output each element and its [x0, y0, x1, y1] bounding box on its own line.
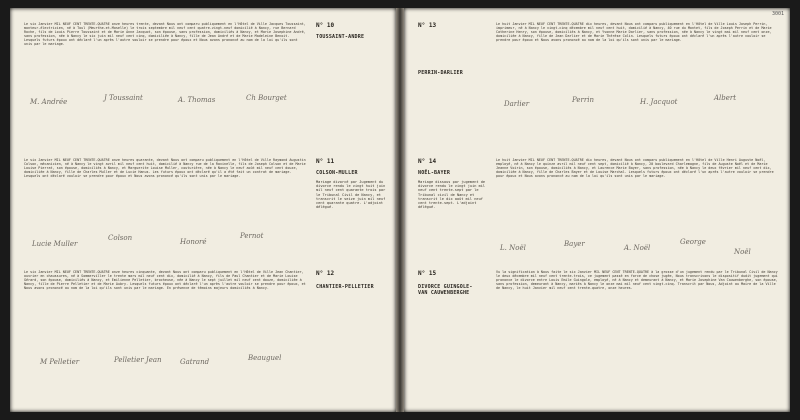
entry-name: CHANTIER-PELLETIER — [316, 284, 374, 290]
signature: Gatrand — [180, 358, 210, 366]
signature: L. Noël — [500, 244, 526, 252]
signature: Noël — [734, 248, 751, 256]
entry-text: Le six Janvier MIL NEUF CENT TRENTE-QUATRE onze heures cinquante, devant Nous ont comparu publiquement en l'Hôtel de Ville Jean Chantier, ouvrier en chaussures, né à Sommerviller le trente mars mil neuf cent dix, domicilié à Nancy, fils de Paul Chantier et de Marie Louise Gérard, son épouse, domiciliés à Nancy, et Emilienne Pelletier, brocheuse, née à Nancy le sept juillet mil neuf cent douze, domiciliée à Nancy, fille de Pierre Pelletier et de Marie Aubry. Lesquels futurs époux ont déclaré l'un après l'autre vouloir se prendre pour époux, et Nous avons prononcé au nom de la loi qu'ils sont unis par le mariage. En présence de témoins majeurs domiciliés à Nancy. — [24, 270, 308, 290]
entry-text: Le huit Janvier MIL NEUF CENT TRENTE-QUATRE dix heures, devant Nous ont comparu publiquement en l'Hôtel de Ville Henri Auguste Noël, employé, né à Nancy le quinze avril mil neuf cent sept, domicilié à Nancy, 20 boulevard Charlemagne, fils de Auguste Noël et de Marie Jeanne Voirin, son épouse, domiciliés à Nancy, et Laurence Marie Bayer, sans profession, née à Nancy le deux février mil neuf cent dix, domiciliée à Nancy, fille de Charles Bayer et de Louise Marchal. Lesquels futurs époux ont déclaré l'un après l'autre vouloir se prendre pour époux et Nous avons prononcé au nom de la loi qu'ils sont unis par le mariage. — [496, 158, 776, 178]
entry-number: N° 13 — [418, 22, 437, 29]
signature: Perrin — [572, 96, 594, 104]
signature: Pernot — [240, 232, 264, 240]
book-gutter — [396, 8, 404, 412]
signature: M. Andrée — [30, 98, 68, 106]
signature: George — [680, 238, 706, 246]
signature: A. Noël — [624, 244, 651, 252]
signature: M Pelletier — [40, 358, 80, 366]
margin-note: Mariage dissous par jugement de divorce rendu le vingt juin mil neuf cent trente-sept par le Tribunal civil de Nancy et transcrit le dix août mil neuf cent trente-sept. L'adjoint délégué. — [418, 180, 488, 210]
signature: Honoré — [180, 238, 207, 246]
entry-number: N° 15 — [418, 270, 437, 277]
right-page — [404, 8, 790, 412]
entry-text: Le six Janvier MIL NEUF CENT TRENTE-QUATRE onze heures trente, devant Nous ont comparu publiquement en l'Hôtel de Ville Jacques Toussaint, monteur-électricien, né à Toul (Meurthe-et-Moselle) le trois septembre mil neuf cent quatre-vingt-neuf domicilié à Nancy, rue Bernard Roche, fils de Louis Pierre Toussaint et de Marie Anne Jacquot, son épouse, sans profession, domiciliés à Nancy, et Marie Josephine André, sans profession, née à Nancy le six juin mil neuf cent cinq, domiciliée à Nancy, fille de Jean André et de Marie Madeleine Benoit. Lesquels futurs époux ont déclaré l'un après l'autre vouloir se prendre pour époux et Nous avons prononcé au nom de la loi qu'ils sont unis par le mariage. — [24, 22, 308, 46]
signature: H. Jacquot — [640, 98, 678, 106]
entry-name: NOËL-BAYER — [418, 170, 451, 176]
entry-name: TOUSSAINT-ANDRE — [316, 34, 365, 40]
entry-name: PERRIN-DARLIER — [418, 70, 463, 76]
entry-text: Le six Janvier MIL NEUF CENT TRENTE-QUATRE onze heures quarante, devant Nous ont comparu publiquement en l'Hôtel de Ville Raymond Augustin Colson, mécanicien, né à Nancy le vingt avril mil neuf cent huit, domicilié à Nancy rue de la Ravinelle, fils de Joseph Colson et de Marie Louise Pierrat, son épouse, domiciliés à Nancy, et Marguerite Louise Muller, couturière, née à Nancy le neuf août mil neuf cent douze, domiciliée à Nancy, fille de Charles Muller et de Lucie Hanus. Les futurs époux ont déclaré qu'il a été fait un contrat de mariage. Lesquels ont déclaré vouloir se prendre pour époux et Nous avons prononcé qu'ils sont unis par le mariage. — [24, 158, 308, 178]
signature: Darlier — [504, 100, 530, 108]
signature: Albert — [714, 94, 737, 102]
entry-number: N° 11 — [316, 158, 335, 165]
signature: Bayer — [564, 240, 585, 248]
entry-name: COLSON-MULLER — [316, 170, 358, 176]
signature: Colson — [108, 234, 133, 242]
entry-number: N° 10 — [316, 22, 335, 29]
entry-name: DIVORCE GUINGOLE- VAN CAUWENBERGHE — [418, 284, 473, 296]
margin-note: Mariage divorcé par Jugement du divorce rendu le vingt huit juin mil neuf cent quarante trois par le Tribunal Civil de Nancy, et transcrit le seize juin mil neuf cent quarante quatre. L'adjoint délégué. — [316, 180, 388, 210]
entry-number: N° 12 — [316, 270, 335, 277]
signature: Beauguel — [248, 354, 282, 362]
signature: J Toussaint — [104, 94, 143, 102]
signature: Pelletier Jean — [114, 356, 162, 364]
entry-number: N° 14 — [418, 158, 437, 165]
page-number: 3001 — [771, 11, 784, 17]
left-page — [10, 8, 396, 412]
entry-text: Vu la signification à Nous faite le six Janvier MIL NEUF CENT TRENTE-QUATRE à la grosse d'un jugement rendu par le Tribunal Civil de Nancy le deux décembre mil neuf cent trente-trois, ce jugement passé en force de chose jugée, Nous transcrivons le dispositif dudit jugement qui prononce le divorce entre Louis Emile Guingole, employé, né à Nancy et demeurant à Nancy, et Marie Josephine Van Cauwenberghe, son épouse, sans profession, demeurant à Nancy, mariés à Nancy le onze mai mil neuf cent vingt-cinq. Transcrit par Nous, Adjoint au Maire de la Ville de Nancy, le huit Janvier mil neuf cent trente-quatre, onze heures. — [496, 270, 780, 290]
signature: Ch Bourget — [246, 94, 287, 102]
signature: Lucie Muller — [32, 240, 78, 248]
entry-text: Le huit Janvier MIL NEUF CENT TRENTE-QUATRE dix heures, devant Nous ont comparu publiquement en l'Hôtel de Ville Louis Joseph Perrin, imprimeur, né à Nancy le vingt-cinq décembre mil neuf cent huit, domicilié à Nancy, 40 rue du Montet, fils de Joseph Perrin et de Marie Catherine Henry, son épouse, domiciliés à Nancy, et Yvonne Marie Darlier, sans profession, née à Nancy le vingt mai mil neuf cent onze, domiciliée à Nancy, fille de Jean Darlier et de Marie Thérèse Colin. Lesquels futurs époux ont déclaré l'un après l'autre vouloir se prendre pour époux et Nous avons prononcé au nom de la loi qu'ils sont unis par le mariage. — [496, 22, 774, 42]
signature: A. Thomas — [178, 96, 216, 104]
